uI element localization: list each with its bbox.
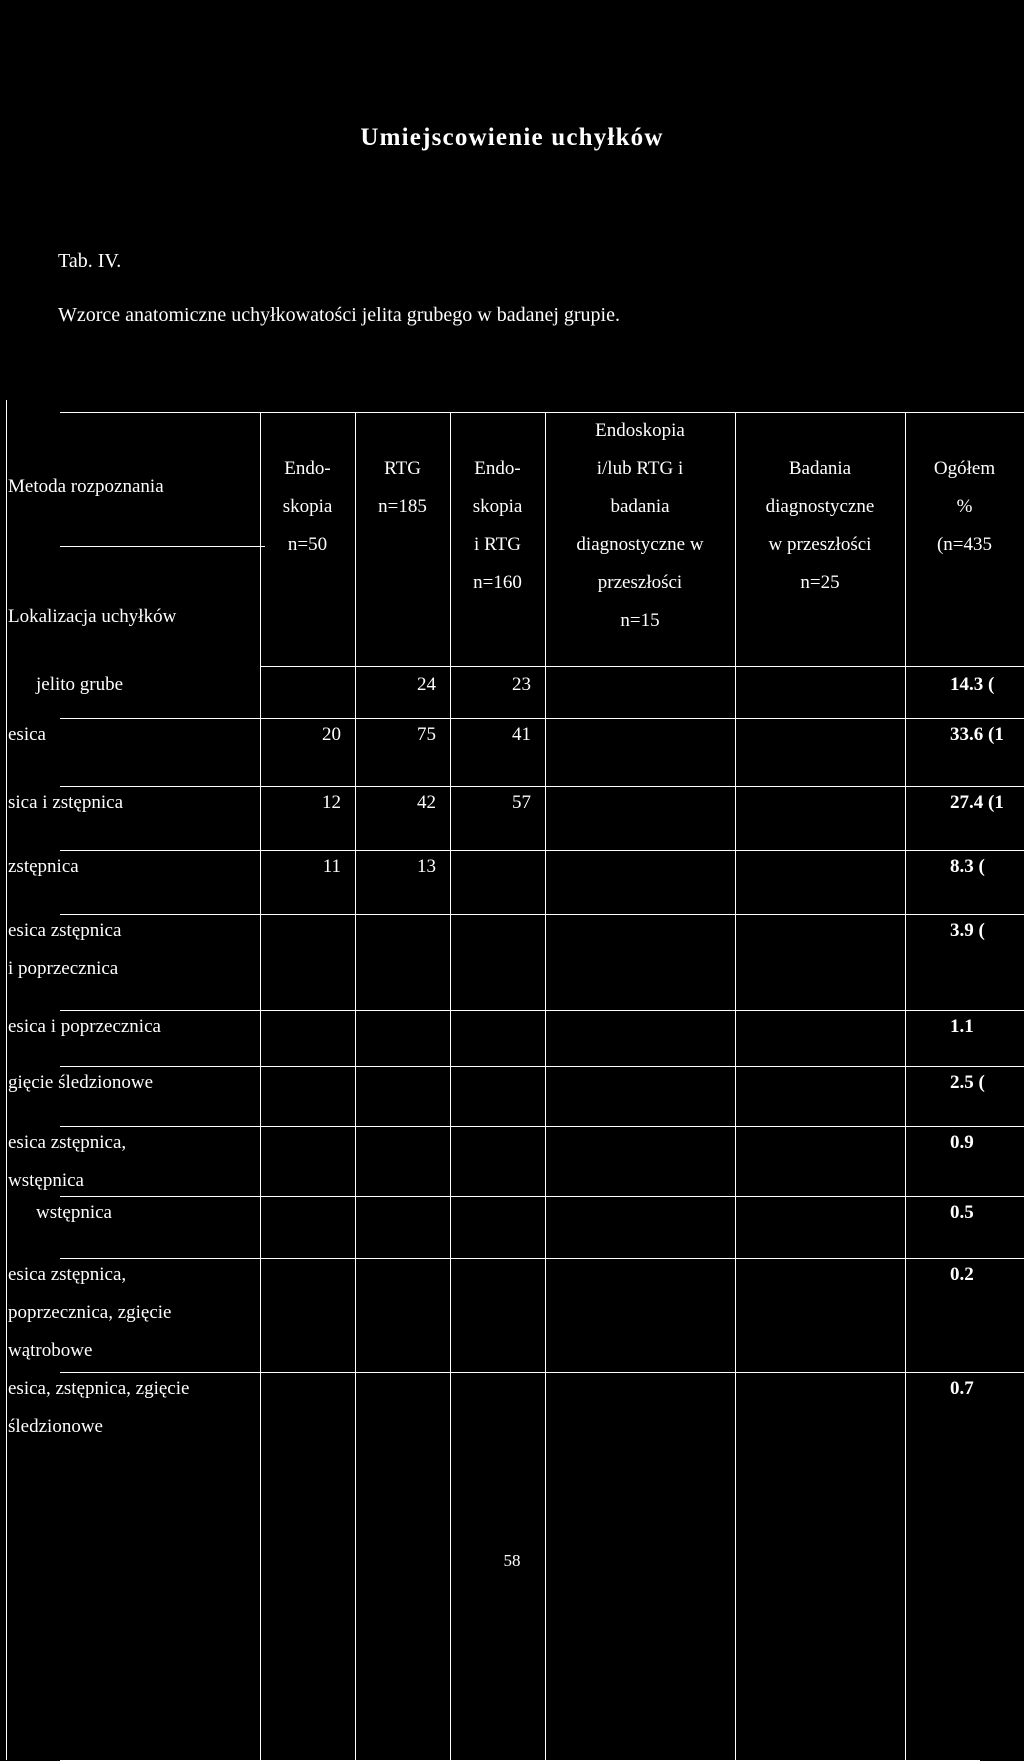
corner-divider: [60, 546, 265, 547]
row-separator: [60, 914, 1024, 915]
total-cell: 8.3 (: [950, 856, 985, 877]
table-cell: 13: [417, 856, 436, 877]
row-label: esica zstępnica,: [8, 1132, 127, 1153]
column-header-line: skopia: [282, 496, 333, 517]
row-separator: [60, 1066, 1024, 1067]
column-header-line: i RTG: [474, 534, 521, 555]
column-header-line: w przeszłości: [768, 534, 872, 555]
column-header-line: n=160: [473, 572, 522, 593]
table-number: Tab. IV.: [58, 250, 122, 272]
table-cell: 11: [322, 856, 341, 877]
table-cell: 57: [512, 792, 531, 813]
row-label: esica zstępnica: [8, 920, 122, 941]
row-label: gięcie śledzionowe: [8, 1072, 154, 1093]
table-cell: 75: [417, 724, 436, 745]
corner-top-label: Metoda rozpoznania: [8, 476, 164, 497]
row-label: wątrobowe: [8, 1340, 93, 1361]
table-cell: 24: [417, 674, 436, 695]
row-separator: [60, 786, 1024, 787]
table-top-rule: [60, 412, 1024, 413]
table-cell: 42: [417, 792, 436, 813]
header-bottom-rule: [260, 666, 1024, 667]
page-number: 58: [503, 1551, 521, 1570]
column-header-line: skopia: [472, 496, 523, 517]
row-separator: [60, 1010, 1024, 1011]
column-header-line: diagnostyczne w: [576, 534, 704, 555]
row-separator: [60, 1372, 1024, 1373]
table-caption: Wzorce anatomiczne uchyłkowatości jelita grubego w badanej grupie.: [58, 304, 620, 326]
column-header-line: Badania: [788, 458, 852, 479]
row-separator: [60, 1126, 1024, 1127]
total-cell: 33.6 (1: [950, 724, 1004, 745]
total-cell: 1.1: [950, 1016, 974, 1037]
column-header-line: n=25: [800, 572, 840, 593]
total-cell: 0.2: [950, 1264, 974, 1285]
corner-bottom-label: Lokalizacja uchyłków: [8, 606, 177, 627]
row-label: sica i zstępnica: [8, 792, 124, 813]
total-cell: 0.7: [950, 1378, 974, 1399]
row-label: wstępnica: [8, 1170, 84, 1191]
row-separator: [60, 850, 1024, 851]
total-cell: 14.3 (: [950, 674, 995, 695]
column-header-line: n=50: [287, 534, 328, 555]
column-header-line: RTG: [384, 458, 421, 479]
row-label: i poprzecznica: [8, 958, 119, 979]
row-separator: [60, 718, 1024, 719]
column-header-line: Ogółem: [933, 458, 996, 479]
row-label: wstępnica: [36, 1202, 112, 1223]
row-label: esica, zstępnica, zgięcie: [8, 1378, 190, 1399]
column-header-line: Endo-: [284, 458, 331, 479]
row-label: śledzionowe: [8, 1416, 103, 1437]
column-header-line: i/lub RTG i: [596, 458, 684, 479]
row-separator: [60, 1258, 1024, 1259]
row-label: esica i poprzecznica: [8, 1016, 161, 1037]
total-cell: 27.4 (1: [950, 792, 1004, 813]
column-header-line: Endoskopia: [595, 420, 685, 441]
column-header-line: (n=435: [936, 534, 993, 555]
table-cell: 20: [322, 724, 341, 745]
column-header-line: diagnostyczne: [765, 496, 875, 517]
column-header-line: przeszłości: [597, 572, 683, 593]
column-header-line: badania: [610, 496, 670, 517]
table-cell: 23: [512, 674, 531, 695]
page-title: Umiejscowienie uchyłków: [360, 124, 664, 151]
table-cell: 12: [322, 792, 341, 813]
row-label: zstępnica: [8, 856, 79, 877]
column-header-line: n=185: [378, 496, 427, 517]
row-label: jelito grube: [36, 674, 124, 695]
column-header-line: %: [956, 496, 973, 517]
row-label: poprzecznica, zgięcie: [8, 1302, 172, 1323]
row-label: esica zstępnica,: [8, 1264, 127, 1285]
row-separator: [60, 1196, 1024, 1197]
total-cell: 2.5 (: [950, 1072, 985, 1093]
column-header-line: Endo-: [474, 458, 521, 479]
table-cell: 41: [512, 724, 531, 745]
row-label: esica: [8, 724, 46, 745]
total-cell: 0.5: [950, 1202, 974, 1223]
total-cell: 0.9: [950, 1132, 974, 1153]
total-cell: 3.9 (: [950, 920, 985, 941]
column-header-line: n=15: [620, 610, 660, 631]
